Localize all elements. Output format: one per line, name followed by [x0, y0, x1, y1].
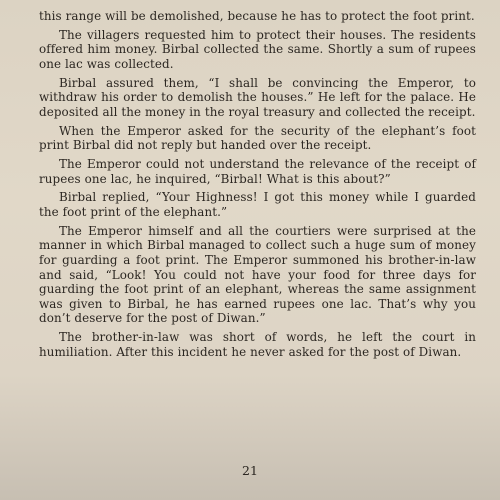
- paragraph-birbal-reply: Birbal replied, “Your Highness! I got this money while I guarded the foot print of the elephant.”: [39, 190, 476, 220]
- paragraph-birbal-assurance: Birbal assured them, “I shall be convincing the Emperor, to withdraw his order to demolish the houses.” He left for the palace. He deposited all the money in the royal treasury and collected the receipt.: [39, 75, 476, 119]
- paragraph-villagers-request: The villagers requested him to protect their houses. The residents offered him money. Birbal collected the same. Shortly a sum of rupees one lac was collected.: [39, 27, 476, 71]
- paragraph-emperor-verdict: The Emperor himself and all the courtiers were surprised at the manner in which Birbal managed to collect such a huge sum of money for guarding a foot print. The Emperor summoned his brother-in-law and said, “Look! You could not have your food for three days for guarding the foot print of an elephant, whereas the same assignment was given to Birbal, he has earned rupees one lac. That’s why you don’t deserve for the post of Diwan.”: [39, 223, 476, 326]
- paragraph-continuation: this range will be demolished, because he has to protect the foot print.: [39, 9, 475, 23]
- page-number: 21: [242, 463, 258, 478]
- paragraph-conclusion: The brother-in-law was short of words, he left the court in humiliation. After this incident he never asked for the post of Diwan.: [39, 330, 476, 359]
- paragraph-receipt-handover: When the Emperor asked for the security of the elephant’s foot print Birbal did not reply but handed over the receipt.: [39, 123, 476, 153]
- paragraph-emperor-inquiry: The Emperor could not understand the relevance of the receipt of rupees one lac, he inquired, “Birbal! What is this about?”: [39, 157, 476, 186]
